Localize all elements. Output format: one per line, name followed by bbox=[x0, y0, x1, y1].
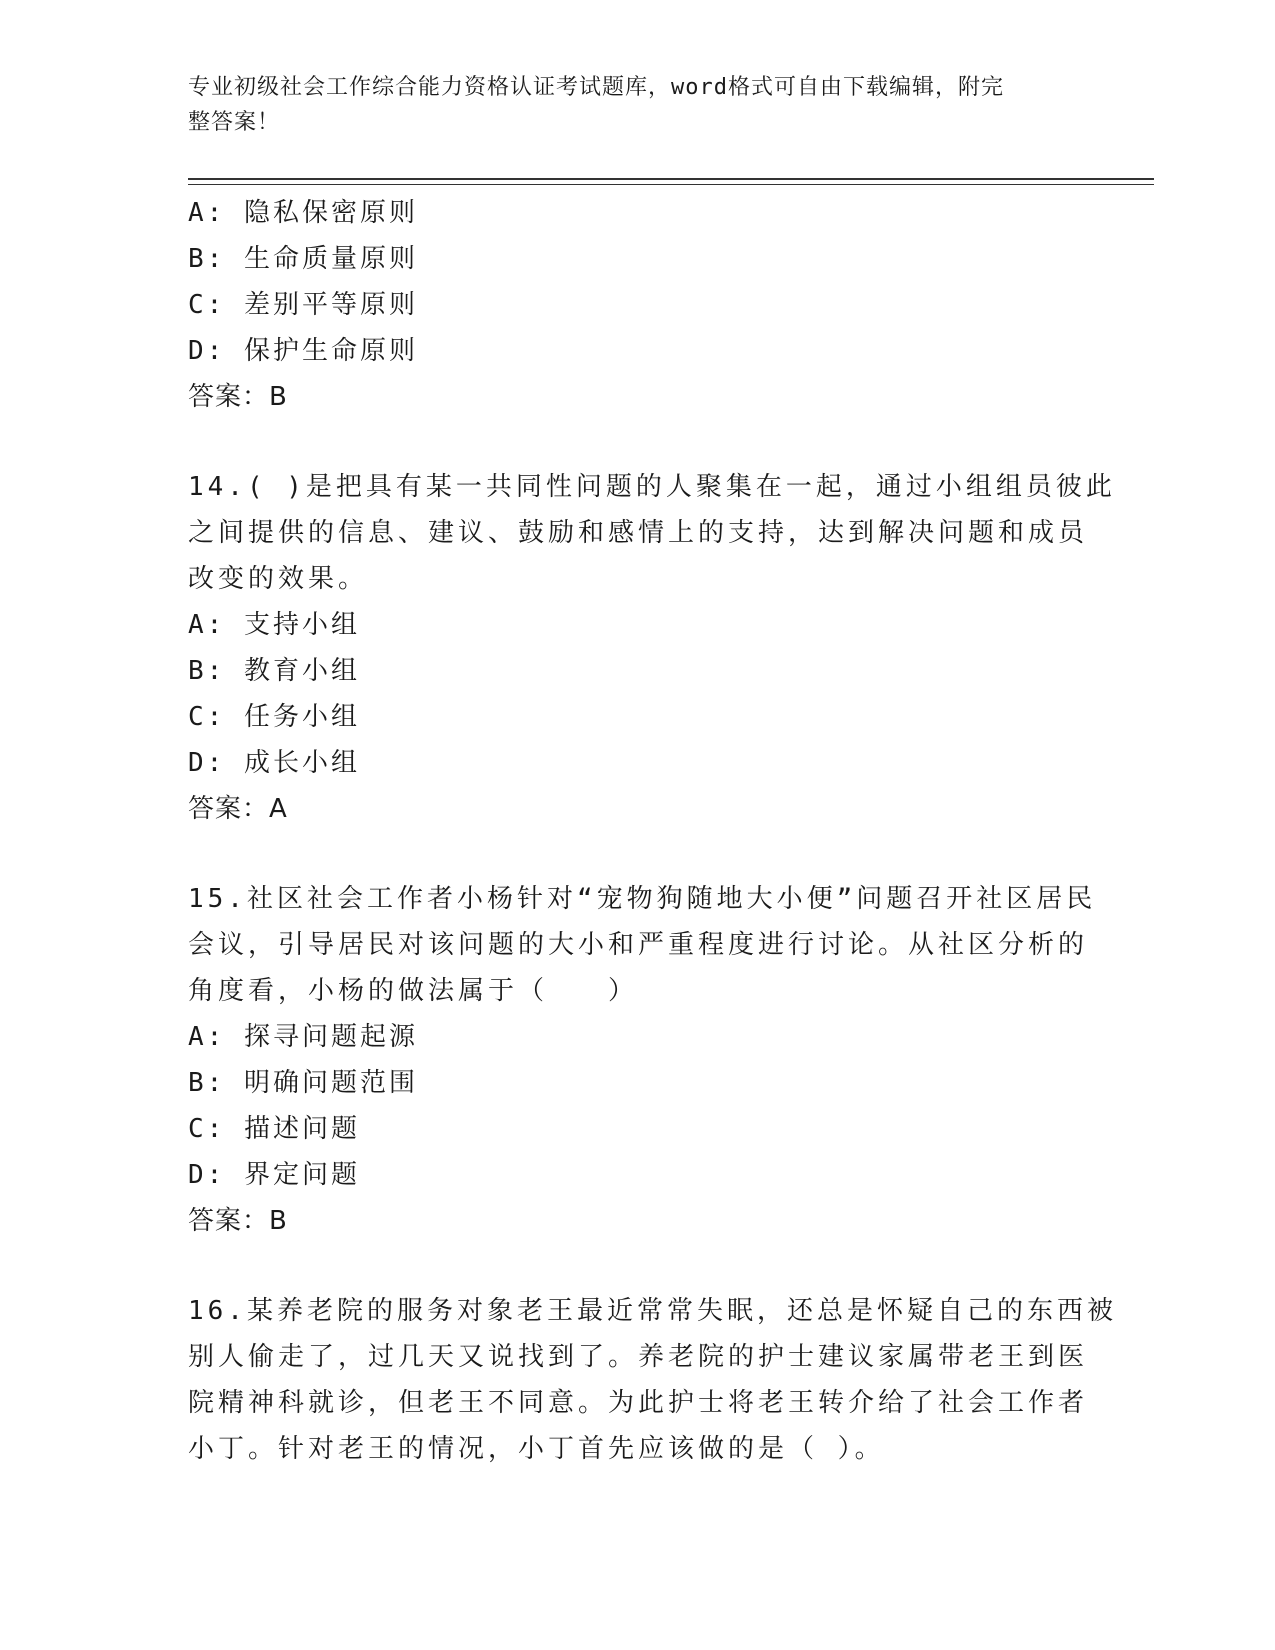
stem-line: 改变的效果。 bbox=[188, 564, 369, 594]
option-text: 生命质量原则 bbox=[243, 244, 418, 274]
option-text: 差别平等原则 bbox=[243, 290, 418, 320]
option-c bbox=[188, 282, 1088, 328]
stem-line: 14.( )是把具有某一共同性问题的人聚集在一起，通过小组组员彼此 bbox=[188, 472, 1116, 502]
option-label: B: bbox=[188, 656, 226, 686]
option-text: 任务小组 bbox=[243, 702, 360, 732]
question-16 bbox=[188, 1288, 1117, 1472]
option-text: 支持小组 bbox=[243, 610, 360, 640]
spacer bbox=[188, 420, 1088, 464]
option-label: C: bbox=[188, 1114, 226, 1144]
stem-line: 小丁。针对老王的情况，小丁首先应该做的是（ ）。 bbox=[188, 1434, 885, 1464]
option-label: C: bbox=[188, 290, 226, 320]
option-text: 教育小组 bbox=[243, 656, 360, 686]
header-line-1: 专业初级社会工作综合能力资格认证考试题库，word格式可自由下载编辑，附完 bbox=[188, 75, 1004, 100]
option-c bbox=[188, 694, 1088, 740]
option-label: A: bbox=[188, 610, 226, 640]
option-text: 隐私保密原则 bbox=[243, 198, 418, 228]
answer: 答案：B bbox=[188, 1206, 288, 1236]
option-b bbox=[188, 1060, 1088, 1106]
stem-line: 会议，引导居民对该问题的大小和严重程度进行讨论。从社区分析的 bbox=[188, 930, 1089, 960]
option-text: 明确问题范围 bbox=[243, 1068, 418, 1098]
option-text: 保护生命原则 bbox=[243, 336, 418, 366]
header-divider-thin bbox=[188, 184, 1154, 185]
option-b bbox=[188, 648, 1088, 694]
option-d bbox=[188, 740, 1088, 786]
question-stem bbox=[188, 876, 1097, 1014]
option-text: 成长小组 bbox=[243, 748, 360, 778]
option-label: A: bbox=[188, 198, 226, 228]
question-13 bbox=[188, 190, 1088, 420]
option-label: A: bbox=[188, 1022, 226, 1052]
stem-line: 角度看，小杨的做法属于（ ） bbox=[188, 976, 639, 1006]
option-c bbox=[188, 1106, 1088, 1152]
option-label: B: bbox=[188, 244, 226, 274]
answer: 答案：B bbox=[188, 382, 288, 412]
option-label: D: bbox=[188, 748, 226, 778]
option-b bbox=[188, 236, 1088, 282]
question-stem bbox=[188, 1288, 1117, 1472]
option-text: 探寻问题起源 bbox=[243, 1022, 418, 1052]
option-a bbox=[188, 190, 1088, 236]
question-stem bbox=[188, 464, 1116, 602]
option-d bbox=[188, 328, 1088, 374]
spacer bbox=[188, 832, 1088, 876]
question-15 bbox=[188, 876, 1097, 1244]
page-header bbox=[188, 70, 1068, 140]
spacer bbox=[188, 1244, 1088, 1288]
option-text: 界定问题 bbox=[243, 1160, 360, 1190]
option-label: D: bbox=[188, 336, 226, 366]
option-d bbox=[188, 1152, 1088, 1198]
option-label: C: bbox=[188, 702, 226, 732]
option-label: D: bbox=[188, 1160, 226, 1190]
header-divider-thick bbox=[188, 178, 1154, 180]
option-label: B: bbox=[188, 1068, 226, 1098]
option-a bbox=[188, 1014, 1088, 1060]
option-text: 描述问题 bbox=[243, 1114, 360, 1144]
stem-line: 院精神科就诊，但老王不同意。为此护士将老王转介给了社会工作者 bbox=[188, 1388, 1089, 1418]
question-14 bbox=[188, 464, 1116, 832]
option-a bbox=[188, 602, 1088, 648]
stem-line: 别人偷走了，过几天又说找到了。养老院的护士建议家属带老王到医 bbox=[188, 1342, 1089, 1372]
stem-line: 15.社区社会工作者小杨针对“宠物狗随地大小便”问题召开社区居民 bbox=[188, 884, 1097, 914]
header-line-2: 整答案！ bbox=[188, 110, 281, 135]
answer: 答案：A bbox=[188, 794, 288, 824]
question-content bbox=[188, 190, 1117, 1472]
stem-line: 16.某养老院的服务对象老王最近常常失眠，还总是怀疑自己的东西被 bbox=[188, 1296, 1117, 1326]
stem-line: 之间提供的信息、建议、鼓励和感情上的支持，达到解决问题和成员 bbox=[188, 518, 1089, 548]
